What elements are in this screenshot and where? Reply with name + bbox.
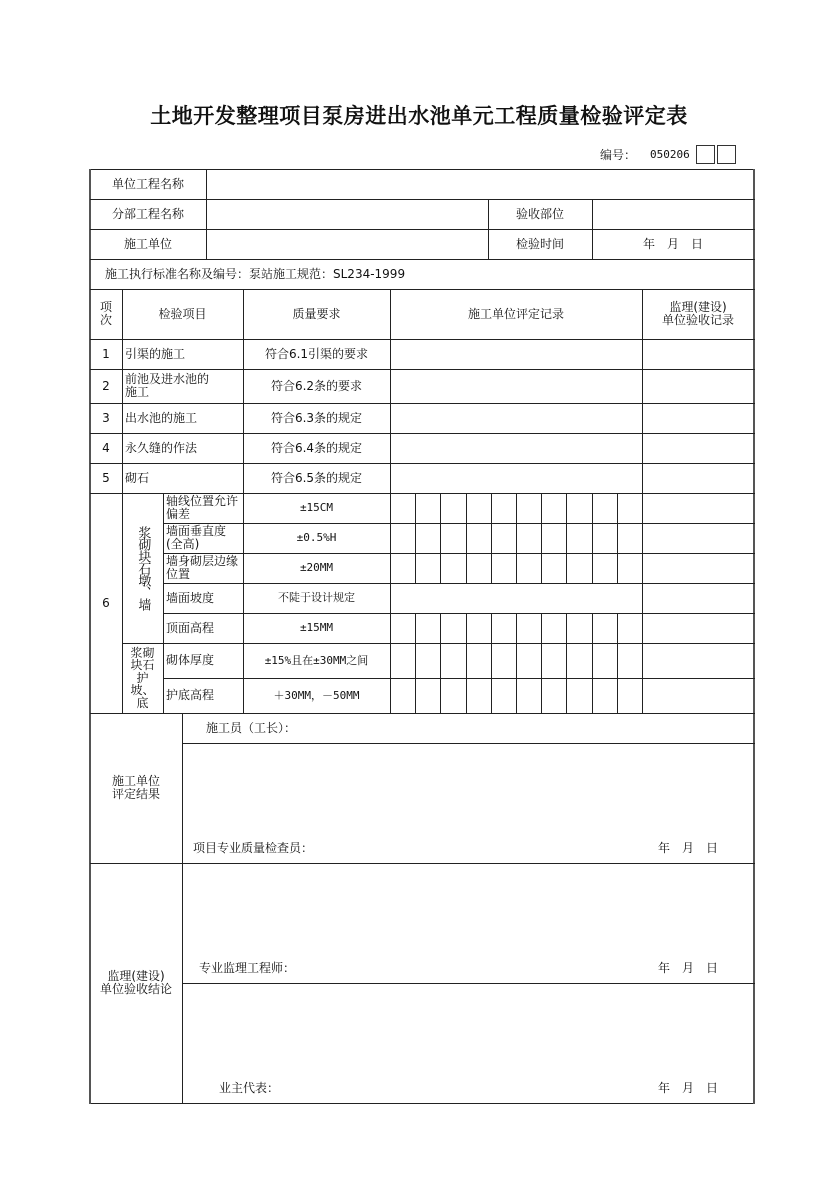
measurement-cell[interactable] — [466, 643, 491, 678]
table-rule — [163, 523, 755, 524]
row-item: 出水池的施工 — [125, 410, 198, 425]
measurement-cell[interactable] — [491, 493, 516, 523]
group6-requirement: 不陡于设计规定 — [278, 591, 355, 605]
table-rule — [617, 493, 618, 584]
row-contractor-record[interactable] — [390, 403, 642, 433]
contractor-result-date[interactable]: 年 月 日 — [657, 840, 718, 855]
col-supervisor-line1: 监理(建设) — [669, 300, 727, 315]
measurement-cell[interactable] — [466, 493, 491, 523]
contractor-result-label-1: 施工单位 — [111, 774, 160, 789]
contractor-result-field[interactable] — [182, 743, 754, 833]
table-rule — [466, 613, 467, 714]
measurement-cell[interactable] — [491, 613, 516, 643]
measurement-cell[interactable] — [566, 613, 592, 643]
table-rule — [163, 613, 755, 614]
group6-requirement: ＋30MM，－50MM — [273, 688, 360, 702]
group6-contractor-record[interactable] — [390, 583, 642, 613]
row-item: 砌石 — [125, 470, 150, 485]
table-rule — [163, 583, 755, 584]
table-rule — [122, 289, 123, 714]
measurement-cell[interactable] — [566, 523, 592, 553]
code-box-2[interactable] — [717, 145, 736, 164]
measurement-cell[interactable] — [415, 613, 440, 643]
measurement-cell[interactable] — [541, 493, 566, 523]
measurement-cell[interactable] — [516, 493, 541, 523]
measurement-cell[interactable] — [617, 613, 642, 643]
table-rule — [90, 433, 755, 434]
group6-item: 护底高程 — [166, 688, 215, 703]
row-requirement: 符合6.2条的要求 — [270, 378, 363, 393]
table-rule — [122, 643, 755, 644]
table-rule — [516, 493, 517, 584]
group6-requirement: ±15MM — [299, 621, 334, 635]
quality-inspector-signature[interactable]: 项目专业质量检查员： — [193, 840, 314, 855]
measurement-cell[interactable] — [440, 613, 466, 643]
group6-requirement: ±15%且在±30MM之间 — [264, 653, 369, 667]
table-rule — [488, 199, 489, 260]
code-number: 050206 — [650, 147, 690, 161]
row-requirement: 符合6.3条的规定 — [270, 410, 363, 425]
table-rule — [90, 369, 755, 370]
table-rule — [566, 613, 567, 714]
unit-project-field[interactable] — [206, 169, 754, 199]
group6-item: 墙面坡度 — [166, 590, 215, 605]
supervisor-result-label-2: 单位验收结论 — [99, 982, 172, 996]
group6-index: 6 — [102, 595, 110, 610]
measurement-cell[interactable] — [592, 493, 617, 523]
measurement-cell[interactable] — [592, 523, 617, 553]
measurement-cell[interactable] — [516, 553, 541, 583]
group6-supervisor-record[interactable] — [642, 493, 754, 523]
row-item: 引渠的施工 — [125, 346, 186, 361]
row-item: 前池及进水池的施工 — [125, 372, 210, 399]
measurement-cell[interactable] — [617, 678, 642, 713]
group6-sub-b-cell — [122, 643, 163, 713]
supervisor-result-label-1: 监理(建设) — [107, 969, 165, 984]
row-contractor-record[interactable] — [390, 433, 642, 463]
group6-supervisor-record[interactable] — [642, 643, 754, 678]
measurement-cell[interactable] — [617, 643, 642, 678]
group6-item: 顶面高程 — [166, 620, 215, 635]
col-contractor-record-header: 施工单位评定记录 — [467, 306, 564, 321]
table-rule — [642, 289, 643, 714]
measurement-cell[interactable] — [617, 553, 642, 583]
row-contractor-record[interactable] — [390, 339, 642, 369]
col-supervisor-record-header — [642, 289, 754, 339]
supervisor-result-label — [90, 863, 182, 1103]
table-rule — [440, 493, 441, 584]
col-supervisor-line2: 单位验收记录 — [661, 313, 734, 327]
table-rule — [491, 613, 492, 714]
measurement-cell[interactable] — [466, 553, 491, 583]
table-rule — [516, 613, 517, 714]
table-rule — [566, 493, 567, 584]
contractor-result-label-2: 评定结果 — [111, 787, 160, 801]
table-rule — [90, 199, 755, 200]
table-rule — [541, 613, 542, 714]
measurement-cell[interactable] — [415, 678, 440, 713]
supervisor-conclusion-field[interactable] — [182, 863, 754, 953]
acceptance-part-field[interactable] — [592, 199, 754, 229]
table-rule — [90, 289, 755, 290]
contractor-field[interactable] — [206, 229, 488, 259]
measurement-cell[interactable] — [592, 553, 617, 583]
supervising-engineer-date[interactable]: 年 月 日 — [657, 960, 718, 975]
measurement-cell[interactable] — [415, 523, 440, 553]
row-supervisor-record[interactable] — [642, 433, 754, 463]
standard-text: 施工执行标准名称及编号：泵站施工规范：SL234-1999 — [105, 266, 406, 281]
table-rule — [90, 259, 755, 260]
group6-supervisor-record[interactable] — [642, 523, 754, 553]
measurement-cell[interactable] — [491, 553, 516, 583]
inspection-time-label: 检验时间 — [515, 236, 564, 251]
table-rule — [182, 743, 755, 744]
group6-requirement: ±20MM — [299, 561, 334, 575]
measurement-cell[interactable] — [440, 553, 466, 583]
contractor-label: 施工单位 — [123, 236, 172, 251]
table-rule — [90, 229, 755, 230]
measurement-cell[interactable] — [390, 523, 415, 553]
group6-item: 墙身砌层边缘位置 — [166, 554, 239, 581]
group6-supervisor-record[interactable] — [642, 553, 754, 583]
group6-item: 轴线位置允许偏差 — [166, 494, 239, 521]
measurement-cell[interactable] — [390, 643, 415, 678]
owner-representative-signature[interactable]: 业主代表： — [219, 1080, 280, 1095]
group6-sub-a: 浆砌块石墩、墙 — [135, 526, 151, 610]
measurement-cell[interactable] — [466, 678, 491, 713]
row-index: 3 — [102, 410, 110, 425]
table-rule — [592, 493, 593, 584]
row-index: 5 — [102, 470, 110, 485]
measurement-cell[interactable] — [592, 613, 617, 643]
measurement-cell[interactable] — [415, 493, 440, 523]
table-rule — [182, 713, 183, 1104]
measurement-cell[interactable] — [491, 523, 516, 553]
row-contractor-record[interactable] — [390, 369, 642, 403]
table-rule — [90, 863, 755, 864]
table-rule — [390, 289, 391, 714]
row-supervisor-record[interactable] — [642, 339, 754, 369]
measurement-cell[interactable] — [466, 613, 491, 643]
table-rule — [89, 169, 91, 1104]
measurement-cell[interactable] — [516, 643, 541, 678]
measurement-cell[interactable] — [415, 553, 440, 583]
owner-representative-date[interactable]: 年 月 日 — [657, 1080, 718, 1095]
group6-requirement: ±0.5%H — [296, 531, 337, 545]
unit-project-label: 单位工程名称 — [111, 176, 184, 191]
measurement-cell[interactable] — [566, 493, 592, 523]
measurement-cell[interactable] — [592, 678, 617, 713]
owner-conclusion-field[interactable] — [182, 983, 754, 1073]
row-contractor-record[interactable] — [390, 463, 642, 493]
measurement-cell[interactable] — [516, 523, 541, 553]
measurement-cell[interactable] — [390, 613, 415, 643]
measurement-cell[interactable] — [440, 493, 466, 523]
measurement-cell[interactable] — [491, 643, 516, 678]
page-title: 土地开发整理项目泵房进出水池单元工程质量检验评定表 — [150, 104, 688, 128]
group6-sub-a-cell — [122, 493, 163, 643]
table-rule — [90, 169, 755, 170]
row-supervisor-record[interactable] — [642, 463, 754, 493]
sub-project-field[interactable] — [206, 199, 488, 229]
row-index: 2 — [102, 378, 110, 393]
measurement-cell[interactable] — [491, 678, 516, 713]
supervising-engineer-signature[interactable]: 专业监理工程师： — [199, 960, 296, 975]
inspection-time-value[interactable]: 年 月 日 — [642, 236, 703, 251]
row-requirement: 符合6.4条的规定 — [270, 440, 363, 455]
table-rule — [491, 493, 492, 584]
table-rule — [617, 613, 618, 714]
table-rule — [243, 289, 244, 714]
table-rule — [90, 403, 755, 404]
form-code — [600, 144, 736, 164]
group6-supervisor-record[interactable] — [642, 613, 754, 643]
sub-project-label: 分部工程名称 — [111, 206, 184, 221]
measurement-cell[interactable] — [617, 523, 642, 553]
measurement-cell[interactable] — [541, 678, 566, 713]
measurement-cell[interactable] — [617, 493, 642, 523]
table-rule — [163, 493, 164, 714]
table-rule — [592, 199, 593, 260]
table-rule — [90, 713, 755, 714]
table-rule — [466, 493, 467, 584]
table-rule — [753, 169, 755, 1104]
group6-supervisor-record[interactable] — [642, 678, 754, 713]
measurement-cell[interactable] — [440, 643, 466, 678]
measurement-cell[interactable] — [390, 553, 415, 583]
measurement-cell[interactable] — [566, 553, 592, 583]
row-item: 永久缝的作法 — [125, 440, 198, 455]
table-rule — [90, 463, 755, 464]
acceptance-part-label: 验收部位 — [515, 206, 564, 221]
measurement-cell[interactable] — [516, 613, 541, 643]
code-box-1[interactable] — [696, 145, 715, 164]
row-supervisor-record[interactable] — [642, 369, 754, 403]
table-rule — [163, 678, 755, 679]
table-rule — [541, 493, 542, 584]
measurement-cell[interactable] — [541, 523, 566, 553]
measurement-cell[interactable] — [541, 613, 566, 643]
row-supervisor-record[interactable] — [642, 403, 754, 433]
row-requirement: 符合6.1引渠的要求 — [264, 346, 369, 361]
group6-item: 砌体厚度 — [166, 653, 215, 668]
table-rule — [206, 169, 207, 260]
table-rule — [90, 1103, 755, 1104]
measurement-cell[interactable] — [541, 643, 566, 678]
col-index-label: 项次 — [99, 300, 112, 327]
measurement-cell[interactable] — [440, 523, 466, 553]
row-requirement: 符合6.5条的规定 — [270, 470, 363, 485]
col-requirement-header: 质量要求 — [292, 306, 341, 321]
code-label: 编号： — [600, 147, 637, 162]
table-rule — [415, 613, 416, 714]
row-index: 4 — [102, 440, 110, 455]
measurement-cell[interactable] — [541, 553, 566, 583]
table-rule — [90, 339, 755, 340]
group6-requirement: ±15CM — [299, 501, 334, 515]
group6-sub-b: 浆砌块石护坡、底 — [130, 645, 155, 710]
table-rule — [90, 493, 755, 494]
measurement-cell[interactable] — [516, 678, 541, 713]
col-item-header: 检验项目 — [158, 306, 207, 321]
measurement-cell[interactable] — [390, 493, 415, 523]
measurement-cell[interactable] — [566, 678, 592, 713]
row-index: 1 — [102, 346, 110, 361]
measurement-cell[interactable] — [592, 643, 617, 678]
contractor-result-label — [90, 713, 182, 863]
measurement-cell[interactable] — [440, 678, 466, 713]
foreman-signature[interactable]: 施工员（工长）： — [206, 720, 297, 735]
measurement-cell[interactable] — [390, 678, 415, 713]
measurement-cell[interactable] — [415, 643, 440, 678]
group6-item: 墙面垂直度(全高) — [166, 524, 227, 551]
measurement-cell[interactable] — [566, 643, 592, 678]
table-rule — [592, 613, 593, 714]
measurement-cell[interactable] — [466, 523, 491, 553]
col-index-header — [90, 289, 122, 339]
table-rule — [440, 613, 441, 714]
table-rule — [415, 493, 416, 584]
table-rule — [163, 553, 755, 554]
table-rule — [182, 983, 755, 984]
group6-supervisor-record[interactable] — [642, 583, 754, 613]
